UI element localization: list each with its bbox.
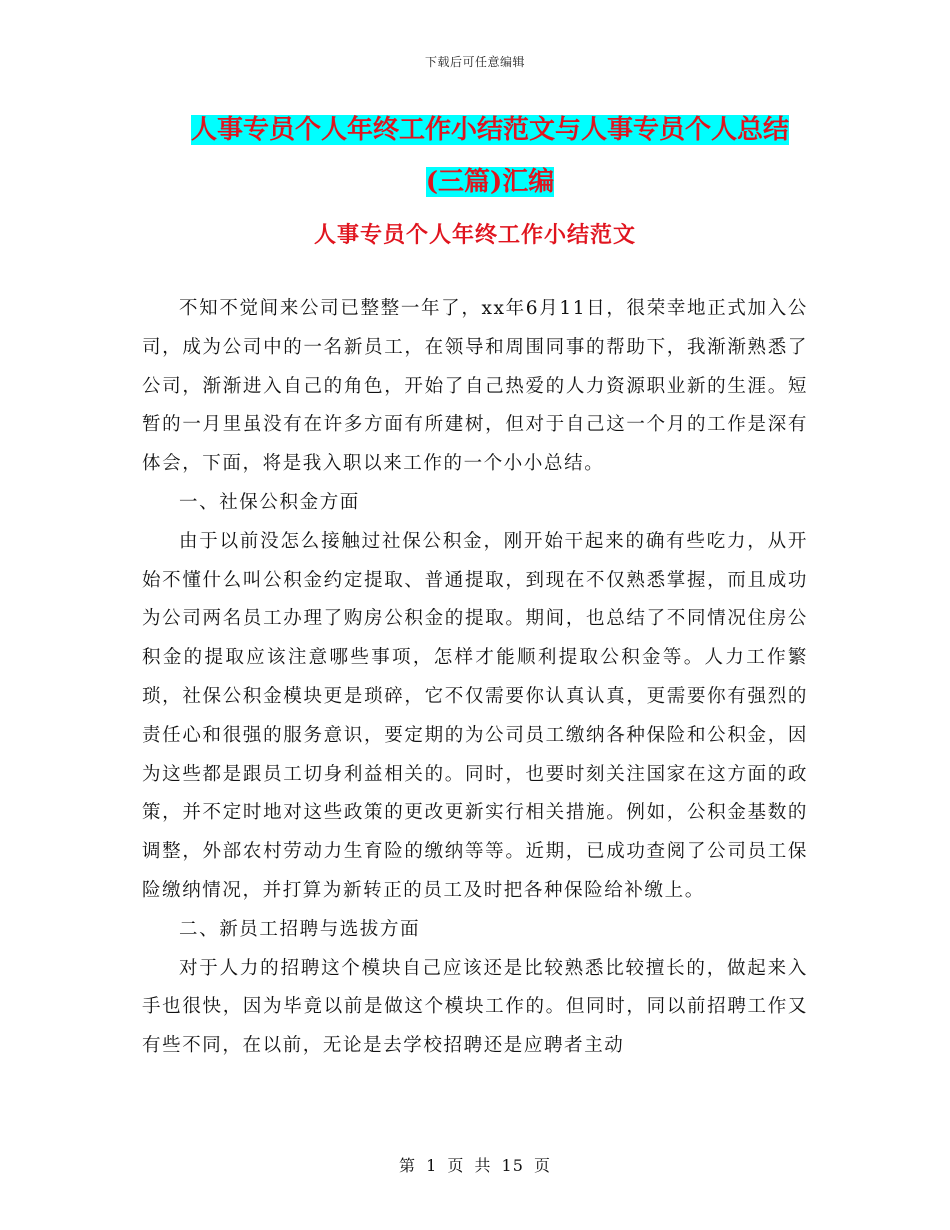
subheading-recruitment: 二、新员工招聘与选拔方面	[179, 918, 421, 940]
page-header-note: 下载后可任意编辑	[424, 55, 525, 69]
document-body	[142, 290, 808, 1066]
document-title-line-1: 人事专员个人年终工作小结范文与人事专员个人总结	[190, 115, 789, 145]
document-title-line-2: (三篇)汇编	[425, 167, 555, 197]
subheading-social-security: 一、社保公积金方面	[179, 491, 360, 513]
paragraph-social-security: 由于以前没怎么接触过社保公积金，刚开始干起来的确有些吃力，从开始不懂什么叫公积金约定提取、普通提取，到现在不仅熟悉掌握，而且成功为公司两名员工办理了购房公积金的提取。期间，也总结了不同情况住房公积金的提取应该注意哪些事项，怎样才能顺利提取公积金等。人力工作繁琐，社保公积金模块更是琐碎，它不仅需要你认真认真，更需要你有强烈的责任心和很强的服务意识，要定期的为公司员工缴纳各种保险和公积金，因为这些都是跟员工切身利益相关的。同时，也要时刻关注国家在这方面的政策，并不定时地对这些政策的更改更新实行相关措施。例如，公积金基数的调整，外部农村劳动力生育险的缴纳等等。近期，已成功查阅了公司员工保险缴纳情况，并打算为新转正的员工及时把各种保险给补缴上。	[142, 530, 808, 901]
paragraph-intro: 不知不觉间来公司已整整一年了，xx年6月11日，很荣幸地正式加入公司，成为公司中的一名新员工，在领导和周围同事的帮助下，我渐渐熟悉了公司，渐渐进入自己的角色，开始了自己热爱的人力资源职业新的生涯。短暂的一月里虽没有在许多方面有所建树，但对于自己这一个月的工作是深有体会，下面，将是我入职以来工作的一个小小总结。	[142, 298, 808, 475]
paragraph-recruitment: 对于人力的招聘这个模块自己应该还是比较熟悉比较擅长的，做起来入手也很快，因为毕竟以前是做这个模块工作的。但同时，同以前招聘工作又有些不同，在以前，无论是去学校招聘还是应聘者主动	[142, 957, 808, 1057]
section-title: 人事专员个人年终工作小结范文	[313, 222, 636, 248]
page-number-footer: 第 1 页 共 15 页	[399, 1156, 551, 1175]
document-title	[145, 104, 835, 208]
